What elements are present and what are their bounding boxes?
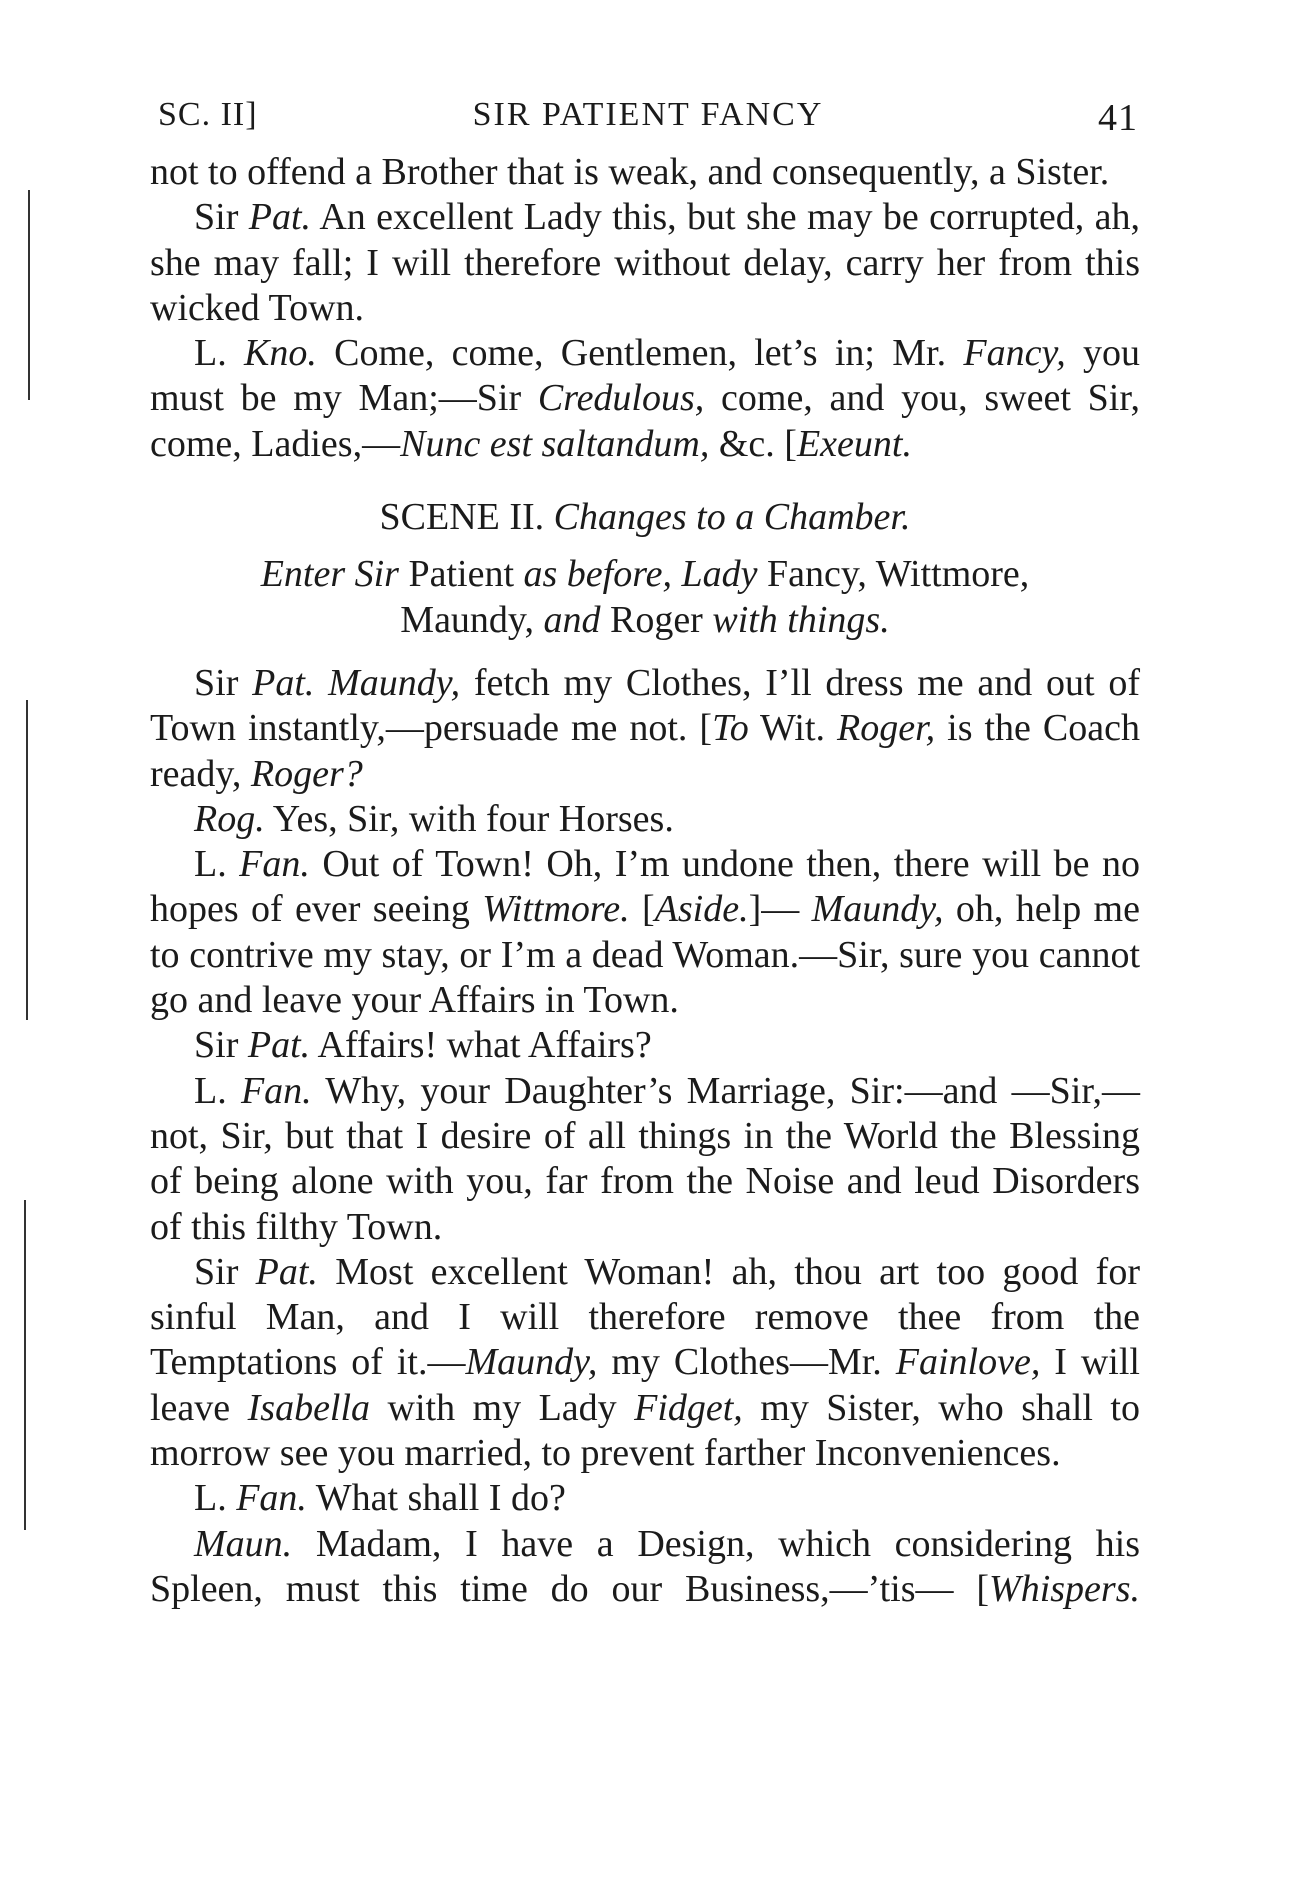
running-header [158,96,1138,146]
margin-rule-3 [24,1200,26,1530]
margin-rule-2 [26,700,28,1020]
speaker: L. Fan. [194,1477,307,1520]
paragraph-9: Sir Pat. Most excellent Woman! ah, thou art too good for sinful Man, and I will therefore remove thee from the Temptations of it.—Maundy, my Clothes—Mr. Fainlove, I will leave Isabella with my Lady Fidget, my Sister, who shall to morrow see you married, to prevent farther Inconveniences. [150,1250,1140,1475]
paragraph-3: L. Kno. Come, come, Gentlemen, let’s in; Mr. Fancy, you must be my Man;—Sir Credulous, come, and you, sweet Sir, come, Ladies,—Nunc est saltandum, &c. [Exeunt. [150,332,1141,465]
paragraph-1: not to offend a Brother that is weak, and consequently, a Sister. [150,151,1110,193]
speaker: Sir Pat. [194,196,312,239]
running-title: SIR PATIENT FANCY [472,96,824,133]
margin-rule-1 [28,190,30,400]
paragraph-2: Sir Pat. An excellent Lady this, but she may be corrupted, ah, she may fall; I will therefore without delay, carry her from this wicked Town. [150,196,1140,329]
speaker: L. Fan. [194,843,310,886]
speaker: Sir Pat. [194,1024,311,1067]
page-number: 41 [1098,97,1138,139]
speaker: L. Fan. [194,1069,312,1112]
paragraph-8: L. Fan. Why, your Daughter’s Marriage, Sir:—and —Sir,—not, Sir, but that I desire of all things in the World the Blessing of being alone with you, far from the Noise and leud Disorders of this filthy Town. [150,1069,1141,1248]
speaker: Sir Pat. [194,661,315,704]
speaker: L. Kno. [194,332,317,375]
stage-direction: Enter Sir Patient as before, Lady Fancy, Wittmore, Maundy, and Roger with things. [260,553,1030,641]
speaker: Maun. [194,1522,293,1565]
paragraph-7: Sir Pat. Affairs! what Affairs? [194,1024,652,1067]
paragraph-5: Rog. Yes, Sir, with four Horses. [194,797,674,840]
paragraph-4: Sir Pat. Maundy, fetch my Clothes, I’ll dress me and out of Town instantly,—persuade me not. [To Wit. Roger, is the Coach ready, Roger? [150,661,1141,795]
scene-heading: SCENE II. Changes to a Chamber. [379,496,911,539]
speaker: Sir Pat. [194,1250,318,1293]
speaker: Rog. [194,797,265,840]
page-body [150,150,1140,1612]
paragraph-11: Maun. Madam, I have a Design, which considering his Spleen, must this time do our Business,—’tis— [Whispers. [150,1522,1140,1610]
paragraph-10: L. Fan. What shall I do? [194,1477,566,1520]
paragraph-6: L. Fan. Out of Town! Oh, I’m undone then, there will be no hopes of ever seeing Wittmore. [Aside.]— Maundy, oh, help me to contrive my stay, or I’m a dead Woman.—Sir, sure you cannot go and leave your Affairs in Town. [150,843,1140,1022]
scene-ref: SC. II] [158,96,258,133]
